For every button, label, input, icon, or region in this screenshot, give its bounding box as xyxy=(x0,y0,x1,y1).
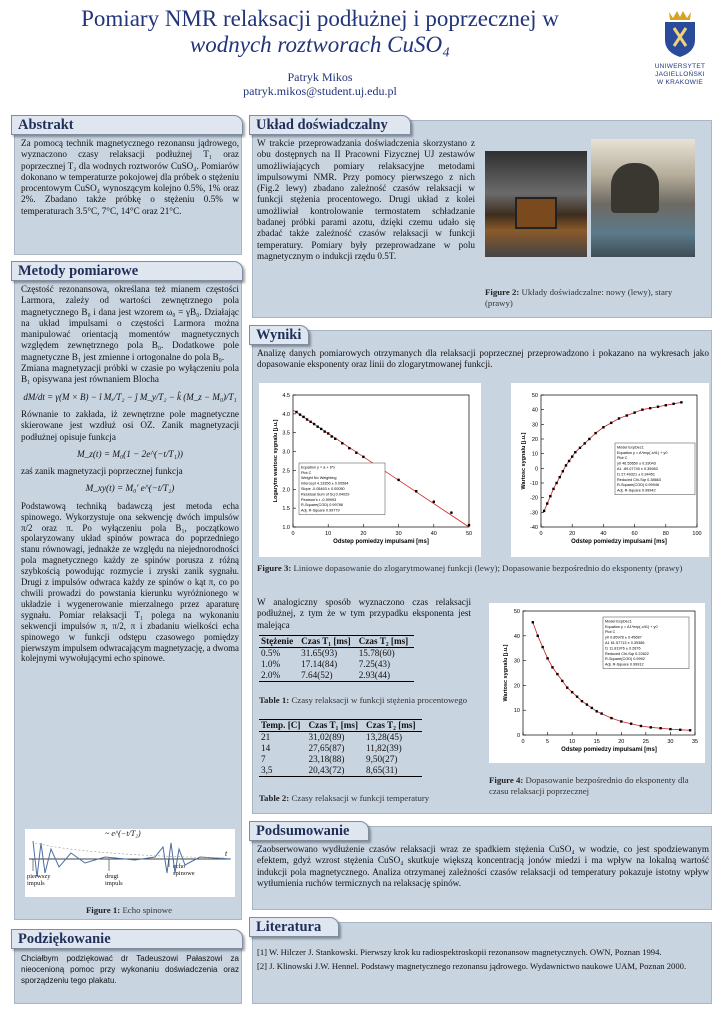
y-tick-label: -20 xyxy=(530,495,538,502)
x-tick-label: 80 xyxy=(662,531,669,537)
stats-line: Intercept 4.13356 ± 0.00584 xyxy=(301,481,349,486)
table-row xyxy=(259,670,414,682)
data-point xyxy=(299,413,301,415)
data-point xyxy=(433,501,435,503)
data-point xyxy=(341,442,343,444)
y-tick-label: 2.5 xyxy=(282,468,290,475)
table-row xyxy=(259,648,414,660)
stats-line: Residual Sum of Sq 0.04029 xyxy=(301,492,350,497)
y-tick-label: -30 xyxy=(530,510,538,517)
stats-line: A1 -89.07740 ± 0.35983 xyxy=(617,467,658,471)
table-cell: 20,43(72) xyxy=(306,765,364,777)
chart-log-fit xyxy=(259,383,481,557)
x-tick-label: 20 xyxy=(360,531,367,537)
data-point xyxy=(415,490,417,492)
stats-line: y0 46.55650 ± 0.33043 xyxy=(617,461,656,466)
chart-t2-fit xyxy=(489,603,705,763)
methods-heading: Metody pomiarowe xyxy=(11,261,243,281)
table-row xyxy=(259,754,422,765)
table-2-text: Czasy relaksacji w funkcji temperatury xyxy=(291,793,430,803)
figure-2-number: Figure 2: xyxy=(485,287,520,297)
y-tick-label: 2.0 xyxy=(282,487,290,494)
data-point xyxy=(594,432,596,434)
results-intro: Analizę danych pomiarowych otrzymanych dla relaksacji poprzecznej przeprowadzono i pokazano na wykresach jako dopasowanie eksponenty oraz linii do zlogarytmowanej funkcji. xyxy=(257,348,709,370)
data-point xyxy=(566,686,568,688)
echo-label: echo spinowe xyxy=(173,863,195,877)
table-cell: 11,82(39) xyxy=(366,743,402,753)
x-tick-label: 0 xyxy=(521,739,525,745)
data-point xyxy=(551,666,553,668)
data-point xyxy=(323,430,325,432)
abstract-panel xyxy=(14,117,242,255)
chart-log-svg xyxy=(259,383,481,557)
table-cell: 8,65(31) xyxy=(364,765,422,777)
data-point xyxy=(641,408,643,410)
y-tick-label: 4.0 xyxy=(282,411,290,418)
methods-paragraph-1: Częstość rezonansowa, określana też mianem częstości Larmora, zależy od wartości zewnętrznego pola magnetycznego B₀ i dana jest wzorem ω₀ = γB₀. Działając na układ impulsami o częstości Larmora można manipulować orientacją momentów magnetycznych względem zewnętrznego pola B₀. Dodatkowe pole magnetyczne B₁ jest zmienne i ortogonalne do pola B₀. xyxy=(21,284,239,362)
table-cell: 15.78(60) xyxy=(358,648,395,658)
data-point xyxy=(665,404,667,406)
figure-1-number: Figure 1: xyxy=(85,905,121,915)
table-cell: 17.14(84) xyxy=(301,659,338,669)
y-tick-label: 40 xyxy=(531,407,538,414)
data-point xyxy=(362,456,364,458)
table-cell: 2.93(44) xyxy=(357,670,415,682)
x-tick-label: 15 xyxy=(593,739,600,745)
data-point xyxy=(348,447,350,449)
methods-paragraph-4: zaś zanik magnetyzacji poprzecznej funkcja xyxy=(21,466,183,477)
figure-3-number: Figure 3: xyxy=(257,563,292,573)
data-point xyxy=(555,482,557,484)
figure-4-number: Figure 4: xyxy=(489,775,524,785)
poster-title xyxy=(20,6,620,58)
acknowledgement-heading: Podziękowanie xyxy=(11,929,243,949)
data-point xyxy=(302,416,304,418)
data-point xyxy=(562,470,564,472)
table-cell: 23,18(88) xyxy=(308,754,345,764)
x-tick-label: 0 xyxy=(291,531,295,537)
y-axis-label: Logarytm wartosc sygnalu [j.u.] xyxy=(273,419,279,503)
stats-line: y0 0.85978 ± 0.45687 xyxy=(605,635,642,640)
x-tick-label: 10 xyxy=(325,531,332,537)
data-point xyxy=(309,421,311,423)
data-point xyxy=(640,725,642,727)
data-point xyxy=(541,646,543,648)
data-point xyxy=(574,451,576,453)
first-pulse-label: pierwszy impuls xyxy=(27,873,51,887)
stats-line: Equation y = a + b*x xyxy=(301,465,336,470)
stats-line: Plot C xyxy=(605,630,616,635)
x-tick-label: 25 xyxy=(642,739,649,745)
data-point xyxy=(680,401,682,403)
logo-line-2: JAGIELLOŃSKI xyxy=(655,71,705,78)
data-point xyxy=(295,411,297,413)
title-line-2: wodnych roztworach CuSO₄ xyxy=(189,32,451,57)
summary-text: Zaobserwowano wydłużenie czasów relaksacji wraz ze spadkiem stężenia CuSO₄ w wodzie, co jest spodziewanym efektem, gdyż wzrost stężenia CuSO₄ skutkuje większą koncentracją jonów miedzi i ma wpływ na lokalną wartość indukcji pola magnetycznego. Analiza otrzymanej zależności czasów relaksacji od temperatury pokazuje istotny wpływ wytłumienia ruchów termicznych na relaksację spinów. xyxy=(257,844,709,888)
data-point xyxy=(571,691,573,693)
second-pulse-label: drugi impuls xyxy=(105,873,123,887)
x-axis-label: Odstep pomiedzy impulsami [ms] xyxy=(333,539,429,545)
x-tick-label: 100 xyxy=(692,531,702,537)
data-point xyxy=(610,717,612,719)
table-1-text: Czasy relaksacji w funkcji stężenia procentowego xyxy=(291,695,468,705)
stats-line: Adj. R-Square 0.99912 xyxy=(605,662,644,667)
acknowledgement-panel xyxy=(14,931,242,1004)
stats-line: Weight No Weighting xyxy=(301,476,337,481)
data-point xyxy=(355,452,357,454)
table-cell: 3,5 xyxy=(259,765,306,777)
old-magnet xyxy=(611,163,659,213)
figure-4-text: Dopasowanie bezpośrednio do eksponenty dla czasu relaksacji poprzecznej xyxy=(489,775,689,796)
table-cell: 31.65(93) xyxy=(301,648,338,658)
table-cell: 21 xyxy=(261,732,271,742)
echo-figure xyxy=(25,829,235,897)
data-point xyxy=(583,442,585,444)
figure-2-caption xyxy=(485,287,699,308)
table-2-caption xyxy=(259,793,473,804)
summary-heading: Podsumowanie xyxy=(249,821,369,841)
data-point xyxy=(588,438,590,440)
stats-line: Plot C xyxy=(617,456,628,461)
data-point xyxy=(543,510,545,512)
data-point xyxy=(450,511,452,513)
x-tick-label: 10 xyxy=(569,739,576,745)
table-1-header xyxy=(259,636,414,648)
references-panel xyxy=(252,919,712,1004)
data-point xyxy=(537,635,539,637)
stats-line: t1 11.81976 ± 0.2876 xyxy=(605,646,641,651)
table-1-header-cell: Czas T₁ [ms] xyxy=(299,636,357,648)
y-tick-label: 30 xyxy=(513,658,520,665)
stats-line: R-Square(COD) 0.99946 xyxy=(617,483,659,488)
data-point xyxy=(546,657,548,659)
abstract-heading: Abstrakt xyxy=(11,115,243,135)
decay-label: ~ e^(−t/T₂) xyxy=(105,829,141,838)
references-heading: Literatura xyxy=(249,917,339,937)
data-point xyxy=(669,728,671,730)
table-2-header-cell: Czas T₂ [ms] xyxy=(364,720,422,732)
stats-line: R-Square(COD) 0.99786 xyxy=(301,503,343,508)
data-point xyxy=(565,464,567,466)
x-tick-label: 20 xyxy=(618,739,625,745)
reference-2: [2] J. Klinowski J.W. Hennel. Podstawy magnetycznego rezonansu jądrowego. Wydawnictwo naukowe UAM, Poznan 2000. xyxy=(257,961,687,971)
y-tick-label: 0 xyxy=(516,733,520,739)
figure-3-caption xyxy=(257,563,709,574)
data-point xyxy=(313,423,315,425)
data-point xyxy=(672,403,674,405)
stats-line: Slope -0.05463 ± 0.00050 xyxy=(301,487,345,491)
data-point xyxy=(576,695,578,697)
stats-line: Model ExpDec1 xyxy=(617,445,644,450)
methods-panel xyxy=(14,263,242,920)
y-tick-label: 20 xyxy=(513,683,520,690)
x-tick-label: 20 xyxy=(569,531,576,537)
data-point xyxy=(316,425,318,427)
y-tick-label: 0 xyxy=(534,466,538,473)
y-axis-label: Wartosc sygnalu [j.u.] xyxy=(503,644,509,702)
table-1-caption xyxy=(259,695,469,706)
x-tick-label: 30 xyxy=(667,739,674,745)
table-2-header xyxy=(259,720,422,732)
author-block xyxy=(20,70,620,98)
setup-panel xyxy=(252,117,712,318)
y-tick-label: -40 xyxy=(530,525,538,531)
data-point xyxy=(626,414,628,416)
author-email: patryk.mikos@student.uj.edu.pl xyxy=(243,84,397,98)
data-point xyxy=(327,432,329,434)
logo-line-1: UNIWERSYTET xyxy=(654,63,706,70)
stats-line: Plot C xyxy=(301,470,312,475)
stats-line: Adj. R-Square 0.99942 xyxy=(617,488,656,493)
table-cell: 1.0% xyxy=(261,659,281,669)
figure-1-text: Echo spinowe xyxy=(122,905,173,915)
data-point xyxy=(552,488,554,490)
stats-line: A1 61.57713 ± 0.39386 xyxy=(605,641,645,645)
figure-4-caption xyxy=(489,775,707,796)
data-point xyxy=(602,426,604,428)
university-logo xyxy=(646,6,714,98)
chart-exp-fit xyxy=(511,383,709,557)
data-point xyxy=(331,435,333,437)
temperature-table xyxy=(259,719,422,777)
data-point xyxy=(657,406,659,408)
figure-2-text: Układy doświadczalne: nowy (lewy), stary (prawy) xyxy=(485,287,673,308)
bloch-equation: dM/dt = γ(M × B) − î Mₓ/T₂ − ĵ M_y/T₂ − k̂ (M_z − M₀)/T₁ xyxy=(23,391,237,402)
data-point xyxy=(659,727,661,729)
table-cell: 14 xyxy=(261,743,271,753)
table-row xyxy=(259,659,414,670)
table-row xyxy=(259,743,422,754)
data-point xyxy=(568,460,570,462)
data-point xyxy=(468,524,470,526)
data-point xyxy=(600,712,602,714)
data-point xyxy=(556,673,558,675)
x-tick-label: 40 xyxy=(600,531,607,537)
table-2-header-cell: Czas T₁ [ms] xyxy=(306,720,364,732)
longitudinal-equation: M_z(t) = M₀(1 − 2e^(−t/T₁)) xyxy=(77,448,183,459)
y-tick-label: 50 xyxy=(531,393,538,399)
crest-icon xyxy=(663,6,697,58)
author-name: Patryk Mikos xyxy=(287,70,353,84)
x-tick-label: 35 xyxy=(691,739,699,745)
chart-exp-svg xyxy=(511,383,709,557)
data-point xyxy=(689,729,691,731)
reference-1: [1] W. Hilczer J. Stankowski. Pierwszy krok ku radiospektroskopii rezonansow magnetycznych. OWN, Poznan 1994. xyxy=(257,947,662,957)
data-point xyxy=(306,418,308,420)
stats-line: Reduced Chi-Sqr 0.22622 xyxy=(605,651,649,656)
methods-body xyxy=(21,284,239,664)
data-point xyxy=(650,726,652,728)
data-point xyxy=(397,479,399,481)
table-row xyxy=(259,765,422,777)
y-tick-label: 20 xyxy=(531,437,538,443)
table-cell: 7.25(43) xyxy=(358,659,391,669)
stats-line: Reduced Chi-Sqr 0.38663 xyxy=(617,477,661,482)
figure-1-caption xyxy=(15,905,243,916)
data-point xyxy=(591,707,593,709)
data-point xyxy=(546,502,548,504)
y-tick-label: 4.5 xyxy=(282,393,290,399)
y-tick-label: 1.5 xyxy=(282,506,290,513)
table-cell: 7.64(52) xyxy=(299,670,357,682)
title-line-1: Pomiary NMR relaksacji podłużnej i poprzecznej w xyxy=(81,6,559,31)
y-axis-label: Wartosc sygnalu [j.u.] xyxy=(521,432,527,490)
table-cell: 2.0% xyxy=(259,670,299,682)
time-axis-label: t xyxy=(225,849,228,858)
table-2-number: Table 2: xyxy=(259,793,290,803)
x-tick-label: 50 xyxy=(465,531,473,537)
stats-line: t1 27.49321 ± 0.34451 xyxy=(617,472,655,477)
x-tick-label: 5 xyxy=(546,739,550,745)
data-point xyxy=(649,407,651,409)
table-cell: 0.5% xyxy=(261,648,281,658)
data-point xyxy=(561,680,563,682)
stats-line: Model ExpDec1 xyxy=(605,619,632,624)
table-1-number: Table 1: xyxy=(259,695,290,705)
old-setup-photo xyxy=(591,139,695,257)
data-point xyxy=(571,455,573,457)
results-heading: Wyniki xyxy=(249,325,309,345)
table-1-header-cell: Czas T₂ [ms] xyxy=(357,636,415,648)
y-tick-label: 10 xyxy=(513,708,520,715)
abstract-text: Za pomocą technik magnetycznego rezonansu jądrowego, wyznaczono czasy relaksacji podłużnej T₁ oraz poprzecznej T₂ dla wodnych roztworów CuSO₄. Pomiarów dokonano w temperaturze pokojowej dla próbek o stężeniu procentowym CuSO₄ wynoszącym kolejno 0.5%, 1% oraz 2%. Zbadano także próbkę o stężeniu 0.5% w temperaturach 3.5°C, 7°C, 14°C oraz 21°C. xyxy=(21,138,239,216)
x-tick-label: 40 xyxy=(430,531,437,537)
methods-paragraph-5: Podstawową techniką badawczą jest metoda echa spinowego. Wykorzystuje ona sekwencję dwóch impulsów π/2 oraz π. Po wyłączeniu pola B₁, początkowo spolaryzowany układ spinów powraca do poprzedniego stanu równowagi, jednakże ze względu na niejednorodności pola magnetycznego każdy ze spinów porusza z różną szybkością powodując rozmycie i zryski zanik sygnału. Drugi z impulsów odwraca każdy ze spinów o kąt π, co po chwili prowadzi do powstania kierunku wyróżnionego w układzie i wygenerowanie mierzalnego przez aparaturę sygnału. Pomiar relaksacji T₁ polega na wykonaniu sekwencji impulsów π, π/2, π i zbadaniu wielkości echa spinowego w funkcji odstępu czasowego pomiędzy pierwszym impulsem odwracającym magnetyzację, a dwoma kolejnymi wywołującymi echo spinowe. xyxy=(21,500,239,664)
table-cell: 9,50(27) xyxy=(366,754,398,764)
y-tick-label: 10 xyxy=(531,451,538,458)
data-point xyxy=(679,729,681,731)
setup-text: W trakcie przeprowadzania doświadczenia skorzystano z obu dostępnych na II Pracowni Fizycznej UJ zestawów umożliwiających pomiary relaksacyjne metodami impulsowymi NMR. Przy pomocy pierwszego z nich (Fig.2 lewy) zbadano zależność czasów relaksacji w funkcji stężenia procentowego. Drugi układ z kolei umożliwiał kontrolowanie termostatem schładzanie badanej próbki parami azotu, dzięki czemu udało się zbadać także zależność czasów relaksacji w funkcji temperatury. Pomiary były przeprowadzane w polu magnetycznym o indukcji rzędu 0.5T. xyxy=(257,138,475,261)
results-panel xyxy=(252,327,712,814)
chart-t2-svg xyxy=(489,603,705,763)
table-cell: 7 xyxy=(261,754,266,764)
data-point xyxy=(633,411,635,413)
y-tick-label: -10 xyxy=(530,481,538,487)
data-point xyxy=(586,703,588,705)
stats-line: Pearson's r -0.99993 xyxy=(301,497,337,502)
x-tick-label: 0 xyxy=(539,531,543,537)
y-tick-label: 50 xyxy=(513,609,520,615)
figure-3-text: Liniowe dopasowanie do zlogarytmowanej funkcji (lewy); Dopasowanie bezpośrednio do eksponenty (prawy) xyxy=(293,563,683,573)
new-setup-photo xyxy=(485,151,587,257)
table-cell: 13,28(45) xyxy=(366,732,403,742)
x-tick-label: 30 xyxy=(395,531,402,537)
table-row xyxy=(259,732,422,744)
data-point xyxy=(618,417,620,419)
data-point xyxy=(320,428,322,430)
concentration-table xyxy=(259,635,414,682)
data-point xyxy=(620,720,622,722)
logo-line-3: W KRAKOWIE xyxy=(657,79,703,86)
data-point xyxy=(334,438,336,440)
data-point xyxy=(579,447,581,449)
data-point xyxy=(559,476,561,478)
stats-line: R-Square(COD) 0.9992 xyxy=(605,657,645,662)
x-tick-label: 60 xyxy=(631,531,638,537)
setup-heading: Układ doświadczalny xyxy=(249,115,411,135)
transverse-equation: M_xy(t) = M₀′ e^(−t/T₂) xyxy=(85,483,175,494)
y-tick-label: 3.0 xyxy=(282,449,290,456)
methods-paragraph-3: Równanie to zakłada, iż zewnętrzne pole magnetyczne skierowane jest wzdłuż osi OZ. Zanik magnetyzacji podłużnej opisuje funkcja xyxy=(21,408,239,442)
stats-line: Adj. R-Square 0.99779 xyxy=(301,508,340,513)
summary-panel xyxy=(252,823,712,910)
x-axis-label: Odstep pomiedzy impulsami [ms] xyxy=(571,539,667,545)
data-point xyxy=(549,495,551,497)
data-point xyxy=(630,723,632,725)
stats-line: Equation y = A1*exp(-x/t1) + y0 xyxy=(605,624,658,629)
y-tick-label: 1.0 xyxy=(282,525,290,531)
table-cell: 27,65(87) xyxy=(308,743,345,753)
table-2-header-cell: Temp. [C] xyxy=(259,720,306,732)
data-point xyxy=(596,710,598,712)
data-point xyxy=(581,700,583,702)
y-tick-label: 40 xyxy=(513,633,520,640)
methods-paragraph-2: Zmiana magnetyzacji próbki w czasie po wyłączeniu pola B₁ opisywana jest równaniem Blocha xyxy=(21,363,239,385)
data-point xyxy=(532,621,534,623)
magnet-body xyxy=(515,197,557,229)
table-1-header-cell: Stężenie xyxy=(259,636,299,648)
x-axis-label: Odstep pomiedzy impulsami [ms] xyxy=(561,747,657,753)
stats-line: Equation y = A*exp(-x/t1) + y0 xyxy=(617,450,668,455)
table-cell: 31,02(89) xyxy=(308,732,345,742)
acknowledgement-text: Chciałbym podziękować dr Tadeuszowi Pałaszowi za nieocenioną pomoc przy wykonaniu doświadczenia oraz sporządzeniu tego plakatu. xyxy=(21,954,239,985)
y-tick-label: 30 xyxy=(531,422,538,429)
results-paragraph-2: W analogiczny sposób wyznaczono czas relaksacji podłużnej, z tym że w tym przypadku eksponenta jest malejąca xyxy=(257,597,471,630)
data-point xyxy=(610,422,612,424)
y-tick-label: 3.5 xyxy=(282,430,290,437)
